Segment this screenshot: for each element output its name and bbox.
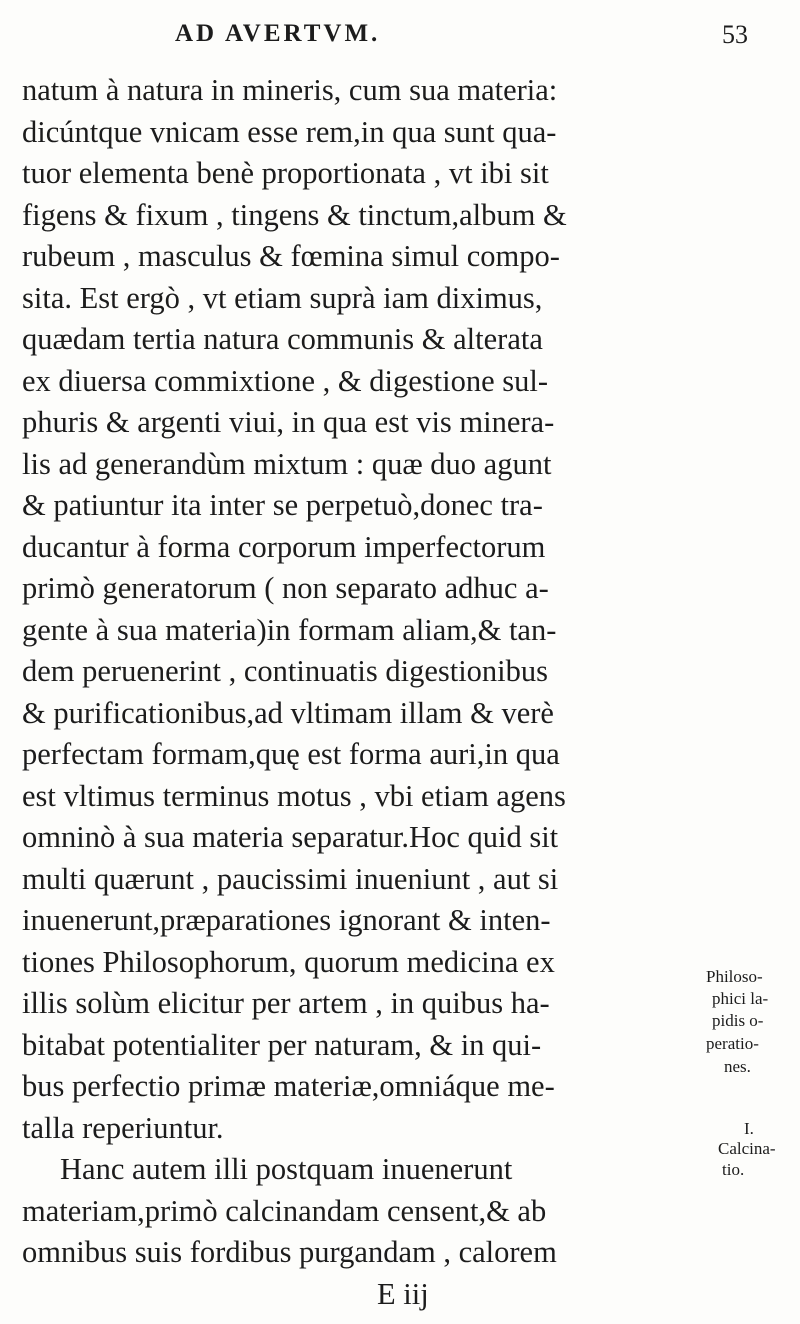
text-line: omninò à sua materia separatur.Hoc quid sit (22, 820, 559, 854)
margin-note-line: nes. (724, 1057, 751, 1076)
text-line: illis solùm elicitur per artem , in quibus ha- (22, 986, 550, 1020)
text-line: rubeum , masculus & fœmina simul compo- (22, 239, 560, 273)
text-line: & purificationibus,ad vltimam illam & verè (22, 695, 554, 730)
text-line: natum à natura in mineris, cum sua materia: (22, 73, 558, 107)
text-line: phuris & argenti viui, in qua est vis minera- (22, 405, 555, 439)
margin-note-line: tio. (722, 1160, 745, 1179)
text-line: talla reperiuntur. (22, 1110, 224, 1145)
margin-note-line: I. (744, 1119, 754, 1138)
margin-note-line: Calcina- (718, 1139, 776, 1158)
text-line: inuenerunt,præparationes ignorant & inten- (22, 903, 551, 937)
text-line: & patiuntur ita inter se perpetuò,donec tra- (22, 488, 543, 522)
text-line: omnibus suis fordibus purgandam , calorem (22, 1235, 557, 1269)
text-line: tiones Philosophorum, quorum medicina ex (22, 944, 555, 979)
text-line: quædam tertia natura communis & alterata (22, 322, 543, 356)
text-line: figens & fixum , tingens & tinctum,album & (22, 197, 567, 232)
margin-note-line: peratio- (706, 1034, 759, 1053)
text-line: perfectam formam,quę est forma auri,in qua (22, 737, 560, 771)
text-line: dem peruenerint , continuatis digestionibus (22, 654, 549, 688)
text-line: materiam,primò calcinandam censent,& ab (22, 1193, 547, 1228)
page-number: 53 (722, 20, 748, 49)
margin-note-line: Philoso- (706, 967, 763, 986)
margin-note-line: pidis o- (712, 1011, 764, 1030)
text-line: primò generatorum ( non separato adhuc a- (22, 571, 549, 605)
text-line: Hanc autem illi postquam inuenerunt (60, 1152, 513, 1186)
text-line: ex diuersa commixtione , & digestione sul- (22, 363, 549, 398)
running-title: AD AVERTVM. (175, 20, 381, 47)
signature-mark: E iij (377, 1276, 429, 1311)
text-line: sita. Est ergò , vt etiam suprà iam diximus, (22, 280, 543, 315)
text-line: est vltimus terminus motus , vbi etiam agens (22, 778, 566, 813)
text-line: multi quærunt , paucissimi inueniunt , aut si (22, 861, 559, 896)
text-line: bitabat potentialiter per naturam, & in qui- (22, 1027, 542, 1062)
margin-note-line: phici la- (712, 989, 769, 1008)
text-line: ducantur à forma corporum imperfectorum (22, 529, 546, 564)
running-header (0, 20, 800, 60)
text-line: tuor elementa benè proportionata , vt ibi sit (22, 156, 549, 190)
body-text (22, 70, 662, 1315)
text-line: lis ad generandùm mixtum : quæ duo agunt (22, 446, 552, 481)
text-line: bus perfectio primæ materiæ,omniáque me- (22, 1069, 555, 1103)
text-line: gente à sua materia)in formam aliam,& tan- (22, 612, 557, 647)
text-line: dicúntque vnicam esse rem,in qua sunt qua- (22, 114, 557, 149)
